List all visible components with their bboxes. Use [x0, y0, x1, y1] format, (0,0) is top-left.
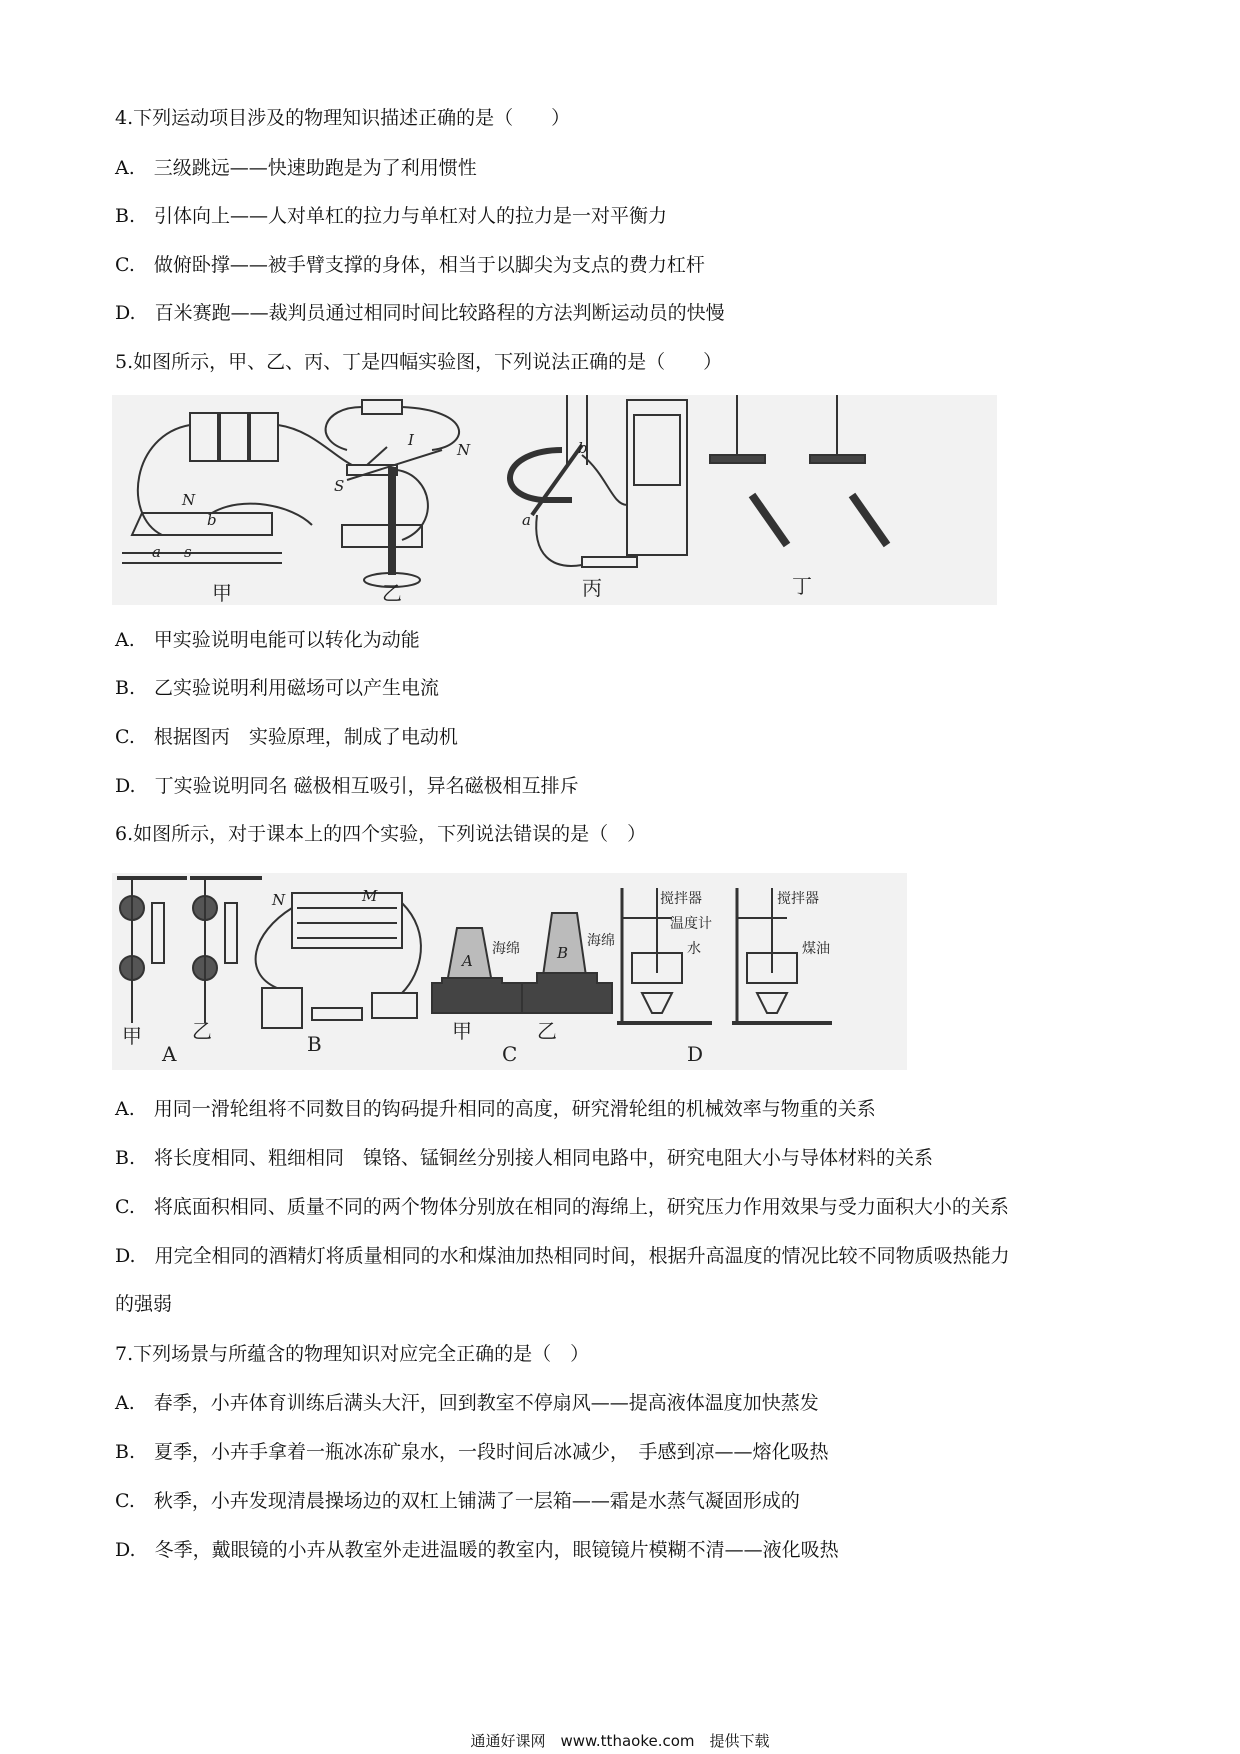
q6-figure-svg — [112, 873, 907, 1070]
q6-d-label-kerosene: 煤油 — [802, 941, 830, 957]
q5-fig-yi — [326, 400, 459, 587]
q4-option-a: A. 三级跳远——快速助跑是为了利用惯性 — [115, 157, 477, 179]
q5-mark-b: b — [207, 511, 217, 529]
q6-fig-c — [432, 913, 612, 1013]
q6-c-label-b: B — [557, 944, 569, 962]
q5-label-ding: 丁 — [792, 574, 812, 598]
q5-label-jia: 甲 — [212, 581, 232, 605]
q6-d-label-thermometer: 温度计 — [670, 916, 712, 932]
q5-fig-jia — [122, 413, 428, 563]
q6-d-label: D — [687, 1042, 704, 1066]
q5-stem: 5.如图所示，甲、乙、丙、丁是四幅实验图，下列说法正确的是（ ） — [115, 351, 723, 373]
q6-option-d-cont: 的强弱 — [115, 1293, 173, 1315]
q5-option-c: C. 根据图丙 实验原理，制成了电动机 — [115, 726, 458, 748]
q6-d-label-stirrer-2: 搅拌器 — [777, 891, 819, 907]
q4-stem: 4.下列运动项目涉及的物理知识描述正确的是（ ） — [115, 107, 571, 129]
q5-fig-bing — [510, 395, 687, 567]
q6-c-label-jia: 甲 — [452, 1019, 472, 1043]
q4-option-d: D. 百米赛跑——裁判员通过相同时间比较路程的方法判断运动员的快慢 — [115, 302, 725, 324]
q5-mark-b2: b — [578, 439, 588, 457]
q6-option-d: D. 用完全相同的酒精灯将质量相同的水和煤油加热相同时间，根据升高温度的情况比较不同物质吸热能力 — [115, 1245, 1010, 1267]
q5-label-yi: 乙 — [382, 581, 402, 605]
q6-option-c: C. 将底面积相同、质量不同的两个物体分别放在相同的海绵上，研究压力作用效果与受力面积大小的关系 — [115, 1196, 1009, 1218]
q5-mark-a2: a — [522, 511, 531, 529]
q7-option-a: A. 春季，小卉体育训练后满头大汗，回到教室不停扇风——提高液体温度加快蒸发 — [115, 1392, 819, 1414]
q4-option-b: B. 引体向上——人对单杠的拉力与单杠对人的拉力是一对平衡力 — [115, 205, 668, 227]
q5-option-a: A. 甲实验说明电能可以转化为动能 — [115, 629, 420, 651]
q6-a-label-yi: 乙 — [192, 1019, 212, 1043]
q5-mark-n: N — [182, 491, 196, 509]
q5-mark-i: I — [408, 431, 414, 449]
q6-fig-b — [256, 893, 421, 1028]
q5-label-bing: 丙 — [582, 576, 602, 600]
q5-mark-N: N — [457, 441, 471, 459]
q7-option-d: D. 冬季，戴眼镜的小卉从教室外走进温暖的教室内，眼镜镜片模糊不清——液化吸热 — [115, 1539, 839, 1561]
q6-b-label: B — [307, 1032, 322, 1056]
q6-b-label-n: N — [272, 891, 286, 909]
q6-a-label: A — [162, 1042, 177, 1066]
q5-option-d: D. 丁实验说明同名 磁极相互吸引，异名磁极相互排斥 — [115, 775, 579, 797]
q6-c-label-a: A — [462, 952, 473, 970]
q5-fig-ding — [710, 395, 887, 545]
q5-mark-s: s — [184, 543, 192, 561]
q4-option-c: C. 做俯卧撑——被手臂支撑的身体，相当于以脚尖为支点的费力杠杆 — [115, 254, 705, 276]
q6-figure — [112, 873, 907, 1070]
q5-option-b: B. 乙实验说明利用磁场可以产生电流 — [115, 677, 440, 699]
q6-c-label: C — [502, 1042, 518, 1066]
q7-option-b: B. 夏季，小卉手拿着一瓶冰冻矿泉水，一段时间后冰减少， 手感到凉——熔化吸热 — [115, 1441, 829, 1463]
q7-option-c: C. 秋季，小卉发现清晨操场边的双杠上铺满了一层箱——霜是水蒸气凝固形成的 — [115, 1490, 800, 1512]
q6-b-label-m: M — [362, 887, 378, 905]
q6-c-label-sponge-2: 海绵 — [587, 933, 615, 949]
q6-fig-d — [617, 888, 832, 1023]
q6-c-label-sponge-1: 海绵 — [492, 941, 520, 957]
q6-stem: 6.如图所示，对于课本上的四个实验，下列说法错误的是（ ） — [115, 823, 647, 845]
q6-d-label-stirrer-1: 搅拌器 — [660, 891, 702, 907]
q5-figure-svg — [112, 395, 997, 605]
page-footer: 通通好课网 www.tthaoke.com 提供下载 — [470, 1732, 770, 1750]
q6-option-a: A. 用同一滑轮组将不同数目的钩码提升相同的高度，研究滑轮组的机械效率与物重的关系 — [115, 1098, 876, 1120]
q6-a-label-jia: 甲 — [122, 1024, 142, 1048]
q7-stem: 7.下列场景与所蕴含的物理知识对应完全正确的是（ ） — [115, 1343, 590, 1365]
q6-d-label-water: 水 — [687, 941, 701, 957]
q5-mark-S: S — [334, 477, 345, 495]
q5-figure — [112, 395, 997, 605]
q5-mark-a: a — [152, 543, 161, 561]
q6-fig-a — [117, 878, 262, 1023]
q6-option-b: B. 将长度相同、粗细相同 镍铬、锰铜丝分别接人相同电路中，研究电阻大小与导体材料的关系 — [115, 1147, 934, 1169]
q6-c-label-yi: 乙 — [537, 1019, 557, 1043]
